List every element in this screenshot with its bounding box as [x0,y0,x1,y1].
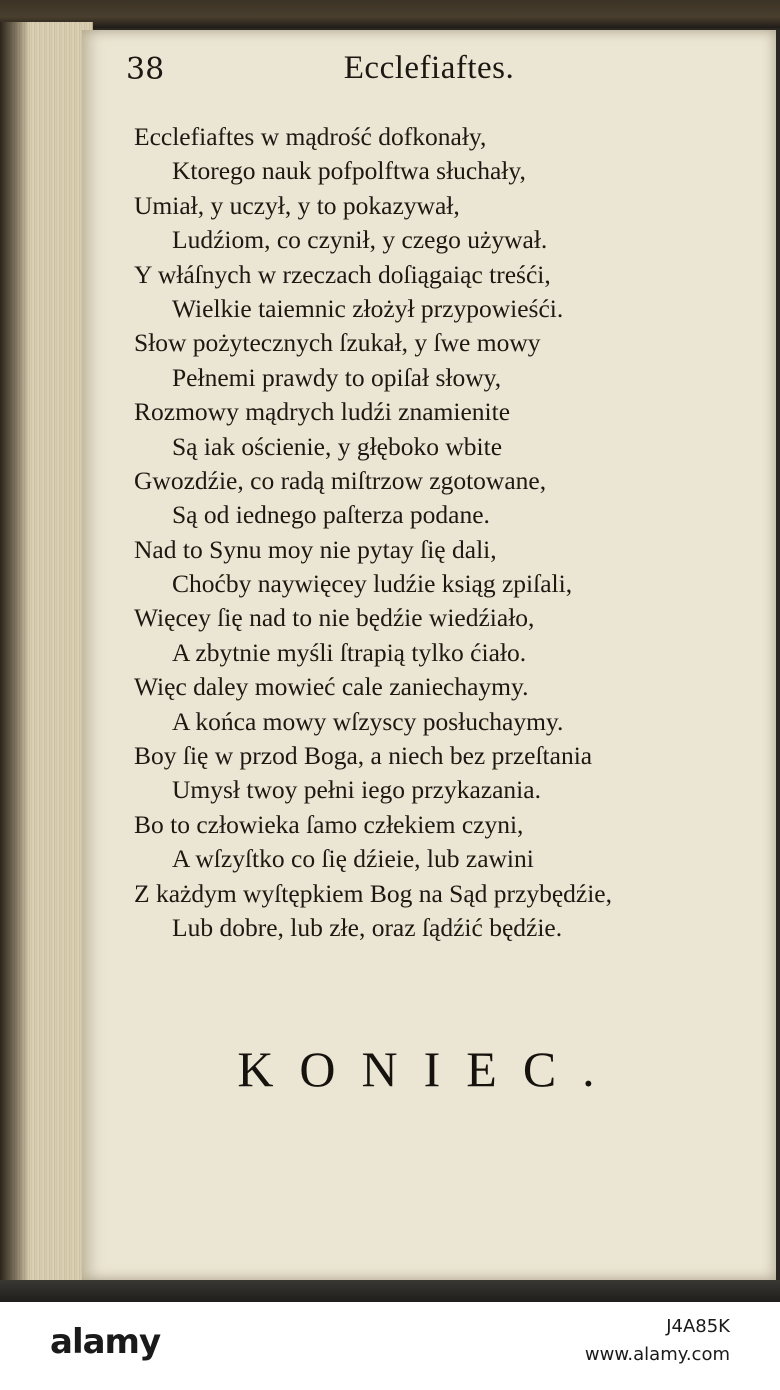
verse-line: Ecclefiaftes w mądrość dofkonały, [134,122,487,151]
book-page [82,30,776,1280]
verse-line: Umysł twoy pełni iego przykazania. [172,775,541,805]
watermark-logo: alamy [50,1322,161,1362]
verse-block [134,120,754,945]
verse-line: A końca mowy wſzyscy posłuchaymy. [172,706,564,736]
verse-line: Rozmowy mądrych ludźi znamienite [134,397,511,427]
running-head: Ecclefiaftes. [343,50,515,86]
verse-line: Choćby naywięcey ludźie ksiąg zpiſali, [172,569,573,599]
page-number: 38 [126,52,165,87]
verse-line: Nad to Synu moy nie pytay ſię dali, [134,534,497,564]
verse-line: Są od iednego paſterza podane. [172,500,490,530]
verse-line: Ludźiom, co czynił, y czego używał. [172,225,548,255]
verse-line: Z każdym wyſtępkiem Bog na Sąd przybędźie, [134,878,612,908]
verse-line: Ktorego nauk pofpolftwa słuchały, [172,156,526,186]
book-bottom-edge [0,1280,780,1302]
verse-line: Gwozdźie, co radą miſtrzow zgotowane, [134,465,547,495]
verse-line: Pełnemi prawdy to opiſał słowy, [172,362,502,392]
verse-line: Lub dobre, lub złe, oraz ſądźić będźie. [172,912,563,942]
verse-line: Słow pożytecznych ſzukał, y ſwe mowy [134,328,541,358]
verse-line: A zbytnie myśli ſtrapią tylko ćiało. [172,637,527,667]
verse-line: Umiał, y uczył, y to pokazywał, [134,190,460,220]
verse-line: Więcey ſię nad to nie będźie wiedźiało, [134,603,535,633]
watermark-image-id: J4A85K [666,1316,730,1337]
verse-line: Boy ſię w przod Boga, a niech bez przeſtania [134,741,593,771]
verse-line: Wielkie taiemnic złożył przypowieśći. [172,293,564,323]
page-header [82,50,776,110]
verse-line: Y włáſnych w rzeczach doſiągaiąc treśći, [134,259,551,289]
watermark-bar [0,1302,780,1390]
book-binding [0,0,780,28]
verse-line: Są iak ościenie, y głęboko wbite [172,431,503,461]
verse-line: A wſzyſtko co ſię dźieie, lub zawini [172,844,534,874]
verse-line: Bo to człowieka ſamo człekiem czyni, [134,809,524,839]
finis-heading: KONIEC. [237,1041,621,1097]
verse-line: Więc daley mowieć cale zaniechaymy. [134,672,529,702]
watermark-url: www.alamy.com [584,1344,730,1365]
spine-shadow [0,22,30,1284]
